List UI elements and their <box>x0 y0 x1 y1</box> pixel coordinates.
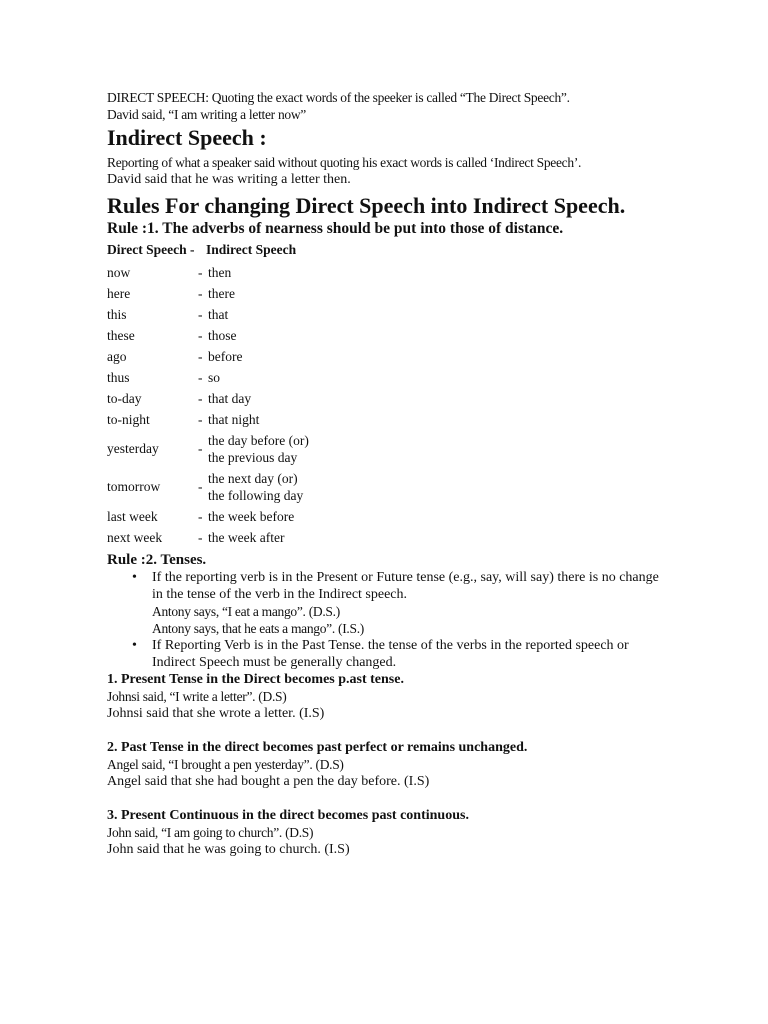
table-row: to-night - that night <box>107 409 309 430</box>
table-row: last week - the week before <box>107 506 309 527</box>
example-is: Antony says, that he eats a mango”. (I.S.) <box>152 621 364 636</box>
list-item: • If the reporting verb is in the Present or Future tense (e.g., say, will say) there is no change in the tense of the verb in the Indirect speech. Antony says, “I eat a mango”. (D.S.) Antony says, that he eats a mango”. (I.S.) <box>152 569 667 637</box>
indirect-cell: the next day (or) the following day <box>208 471 304 503</box>
rule2-title: Rule :2. Tenses. <box>107 552 207 568</box>
table-row: yesterday - the day before (or) the previous day <box>107 430 309 468</box>
table-row: now - then <box>107 262 309 283</box>
indirect-cell: the week after <box>208 530 285 545</box>
bullet-icon: • <box>132 638 137 653</box>
indirect-speech-example: David said that he was writing a letter then. <box>107 172 351 187</box>
adverb-table-header <box>107 240 667 260</box>
section-heading: 1. Present Tense in the Direct becomes p.ast tense. <box>107 672 404 687</box>
indirect-cell: that night <box>208 412 260 427</box>
direct-cell: to-night <box>107 411 150 427</box>
indirect-cell: the week before <box>208 509 295 524</box>
indirect-cell: so <box>208 370 221 385</box>
direct-cell: ago <box>107 348 127 364</box>
column-direct-speech: Direct Speech - <box>107 242 195 257</box>
example-ds: John said, “I am going to church”. (D.S) <box>107 825 314 840</box>
example-ds: Angel said, “I brought a pen yesterday”. (D.S) <box>107 757 344 772</box>
section-heading: 2. Past Tense in the direct becomes past perfect or remains unchanged. <box>107 740 528 755</box>
table-row: these - those <box>107 325 309 346</box>
table-row: tomorrow - the next day (or) the following day <box>107 468 309 506</box>
direct-cell: last week <box>107 508 158 524</box>
example-ds: Johnsi said, “I write a letter”. (D.S) <box>107 689 287 704</box>
table-row: this - that <box>107 304 309 325</box>
list-item: • If Reporting Verb is in the Past Tense. the tense of the verbs in the reported speech or Indirect Speech must be generally changed. <box>132 638 629 670</box>
table-row: next week - the week after <box>107 527 309 548</box>
direct-speech-definition: DIRECT SPEECH: Quoting the exact words of the speeker is called “The Direct Speech”. <box>107 90 570 105</box>
direct-cell: this <box>107 306 127 322</box>
direct-cell: tomorrow <box>107 479 161 494</box>
table-row: here - there <box>107 283 309 304</box>
section-heading: 3. Present Continuous in the direct becomes past continuous. <box>107 808 469 823</box>
indirect-speech-definition: Reporting of what a speaker said without quoting his exact words is called ‘Indirect Speech’. <box>107 155 582 170</box>
direct-speech-example: David said, “I am writing a letter now” <box>107 107 306 122</box>
document-page <box>107 89 667 858</box>
direct-cell: now <box>107 264 131 280</box>
example-is: Johnsi said that she wrote a letter. (I.S) <box>107 706 325 721</box>
example-is: Angel said that she had bought a pen the day before. (I.S) <box>107 774 430 789</box>
indirect-cell: the day before (or) the previous day <box>208 433 309 465</box>
direct-cell: thus <box>107 369 130 385</box>
rules-heading: Rules For changing Direct Speech into Indirect Speech. <box>107 193 626 218</box>
indirect-speech-heading: Indirect Speech : <box>107 125 267 150</box>
indirect-cell: then <box>208 265 232 280</box>
direct-cell: these <box>107 327 135 343</box>
adverb-table <box>107 262 309 548</box>
direct-cell: next week <box>107 529 163 545</box>
rule1-title: Rule :1. The adverbs of nearness should be put into those of distance. <box>107 220 564 237</box>
direct-cell: yesterday <box>107 441 159 456</box>
example-ds: Antony says, “I eat a mango”. (D.S.) <box>152 604 340 619</box>
example-is: John said that he was going to church. (I.S) <box>107 842 350 857</box>
indirect-cell: before <box>208 349 243 364</box>
indirect-cell: those <box>208 328 237 343</box>
column-indirect-speech: Indirect Speech <box>206 242 297 257</box>
direct-cell: to-day <box>107 390 142 406</box>
indirect-cell: that <box>208 307 229 322</box>
direct-cell: here <box>107 285 131 301</box>
table-row: to-day - that day <box>107 388 309 409</box>
rule2-list <box>107 569 667 671</box>
bullet-icon: • <box>132 570 137 585</box>
indirect-cell: there <box>208 286 235 301</box>
table-row: thus - so <box>107 367 309 388</box>
table-row: ago - before <box>107 346 309 367</box>
indirect-cell: that day <box>208 391 252 406</box>
